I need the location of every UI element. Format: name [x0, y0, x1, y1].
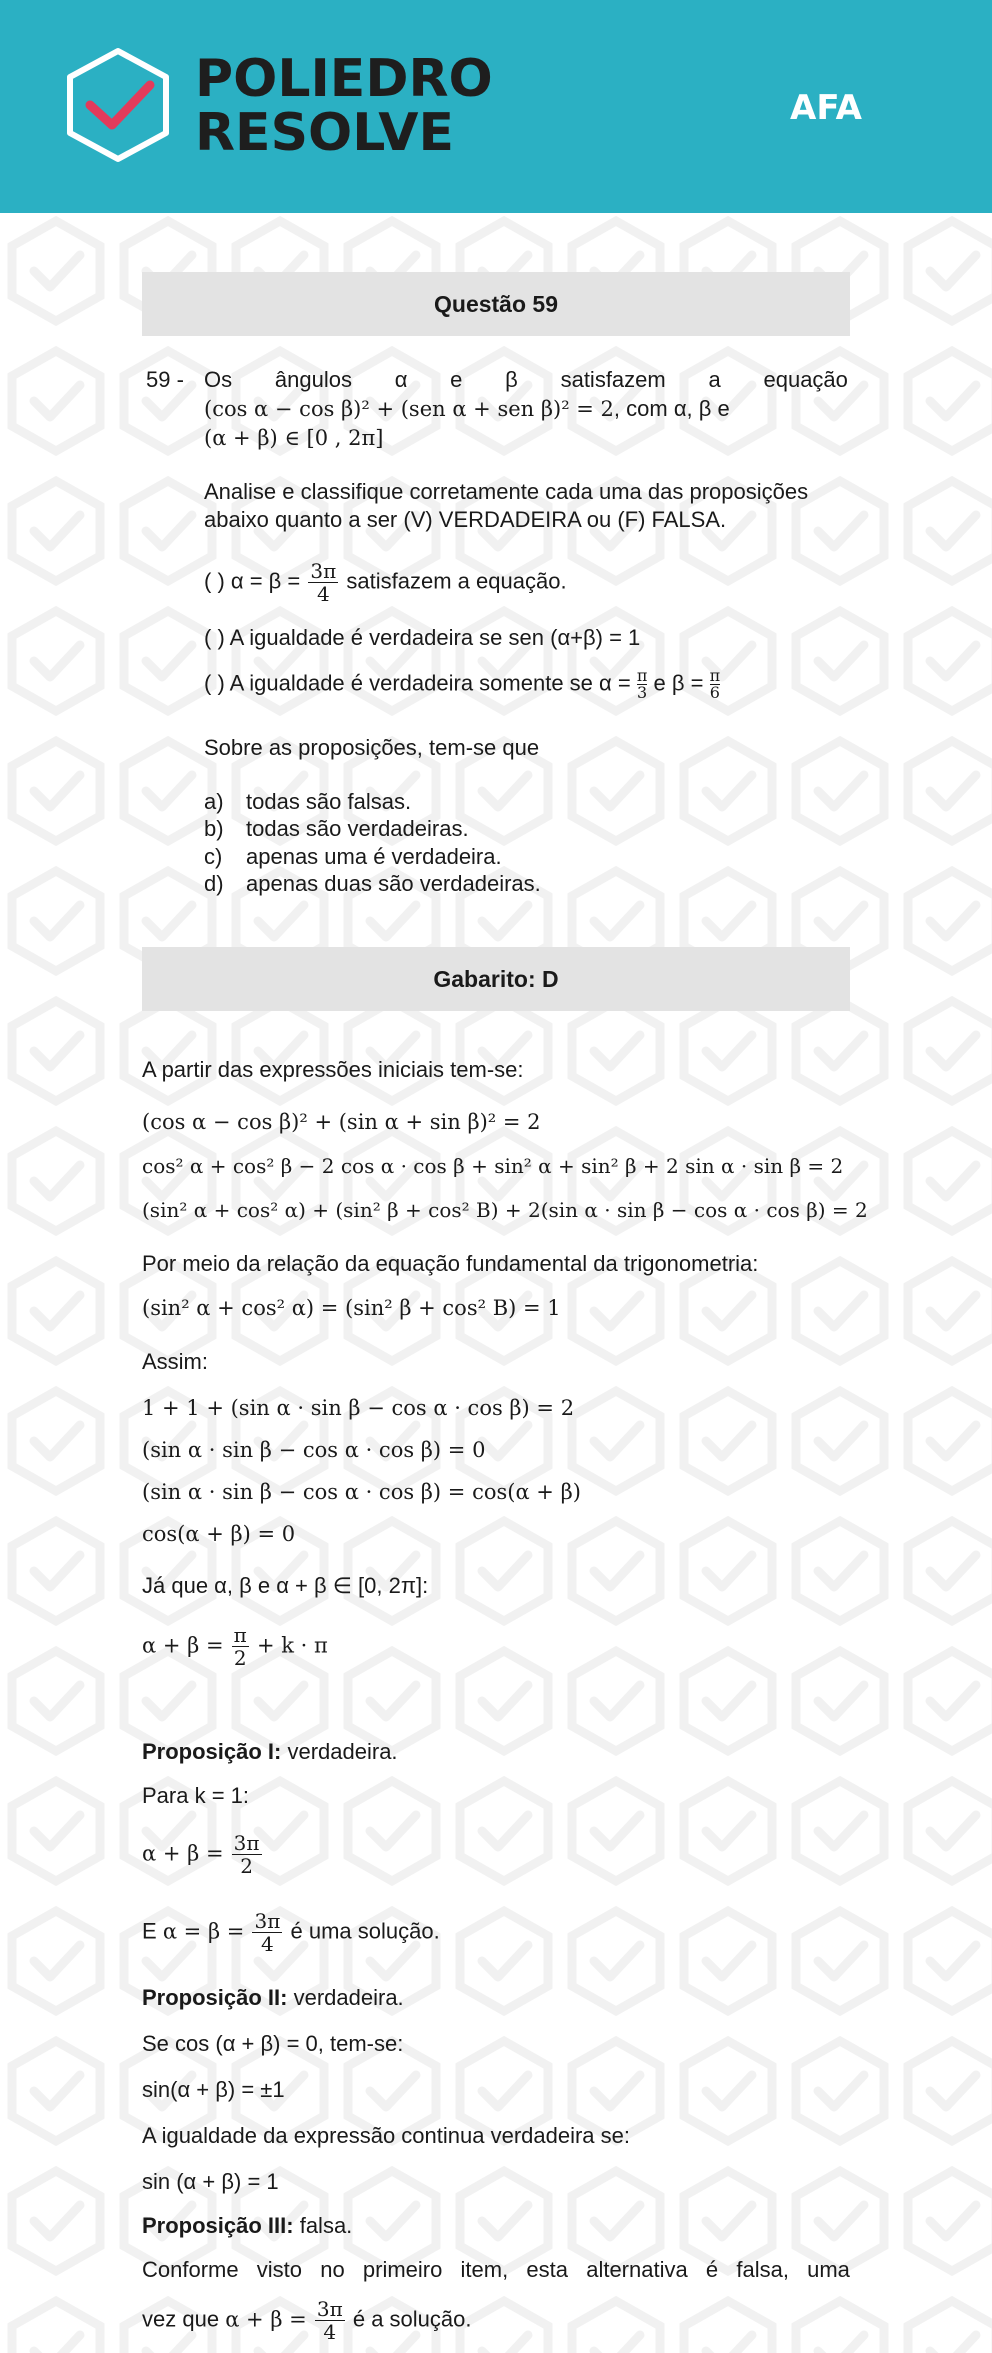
option-d: d) apenas duas são verdadeiras. — [204, 871, 541, 896]
final-2-prefix: vez que — [142, 2306, 220, 2332]
answer-title-bar — [142, 947, 850, 1011]
stem-word: a — [708, 367, 721, 392]
final-2-suffix: é a solução. — [352, 2306, 472, 2332]
fraction: $\frac{\pi}{6}$ — [709, 666, 721, 702]
final-word: primeiro — [362, 2257, 443, 2282]
instructions-line-1: Analise e classifique corretamente cada uma das proposições — [204, 479, 809, 504]
final-word: alternativa — [586, 2257, 688, 2282]
final-word: Conforme — [142, 2257, 239, 2282]
equation-7: (sin α · sin β − cos α · cos β) = cos(α + β) — [142, 1480, 581, 1504]
final-word: no — [320, 2257, 345, 2282]
equation-5: 1 + 1 + (sin α · sin β − cos α · cos β) = 2 — [142, 1396, 575, 1420]
proposition-1-result — [142, 1738, 398, 1766]
para-k-text: Para k = 1: — [142, 1783, 250, 1808]
proposition-3 — [204, 668, 720, 701]
prop-1-prefix: ( ) α = β = — [204, 568, 301, 594]
final-line-1 — [142, 2256, 850, 2284]
stem-word: β — [505, 367, 518, 392]
option-c: c) apenas uma é verdadeira. — [204, 844, 502, 869]
final-word: é — [705, 2257, 719, 2282]
final-word: uma — [807, 2257, 850, 2282]
equation-4: (sin² α + cos² α) = (sin² β + cos² B) = 1 — [142, 1296, 561, 1320]
final-word: visto — [256, 2257, 303, 2282]
fraction: $\frac{3\pi}{4}$ — [254, 1909, 281, 1956]
equation-1: (cos α − cos β)² + (sin α + sin β)² = 2 — [142, 1110, 541, 1134]
instructions-line-2: abaixo quanto a ser (V) VERDADEIRA ou (F) FALSA. — [204, 507, 727, 532]
equation-9 — [142, 1624, 328, 1669]
fraction: $\frac{3\pi}{4}$ — [310, 559, 337, 606]
conclusion-text: Sobre as proposições, tem-se que — [204, 735, 540, 760]
final-word: esta — [526, 2257, 569, 2282]
checkmark-hexagon-icon — [60, 45, 176, 165]
brand-line-1: POLIEDRO — [195, 49, 493, 109]
e-prefix: E — [142, 1918, 157, 1944]
proposition-2: ( ) A igualdade é verdadeira se sen (α+β) = 1 — [204, 625, 641, 650]
final-word: item, — [460, 2257, 509, 2282]
brand-line-2: RESOLVE — [195, 103, 454, 163]
final-word: falsa, — [736, 2257, 789, 2282]
prop-3-value: falsa. — [293, 2213, 353, 2238]
stem-word: ângulos — [274, 367, 352, 392]
answer-title: Gabarito: D — [433, 965, 559, 992]
prop-2-label: Proposição II: — [142, 1985, 288, 2010]
stem-word: equação — [763, 367, 848, 392]
equation-3: (sin² α + cos² α) + (sin² β + cos² B) + 2(sin α · sin β − cos α · cos β) = 2 — [142, 1198, 868, 1222]
question-number: 59 - — [146, 367, 184, 392]
eq-9-prefix: α + β = — [142, 1633, 224, 1658]
e-suffix: é uma solução. — [290, 1918, 440, 1944]
stem-word: α — [394, 367, 408, 392]
sin-plus-minus: sin(α + β) = ±1 — [142, 2077, 285, 2102]
sin-equals-one: sin (α + β) = 1 — [142, 2169, 279, 2194]
question-title: Questão 59 — [434, 290, 558, 317]
proposition-3-result — [142, 2212, 352, 2240]
eq-11-prefix: α = β = — [162, 1919, 245, 1944]
prop-1-label: Proposição I: — [142, 1739, 282, 1764]
stem-tail: , com α, β e — [613, 396, 730, 421]
equation-6: (sin α · sin β − cos α · cos β) = 0 — [142, 1438, 486, 1462]
prop-3-prefix: ( ) A igualdade é verdadeira somente se α = — [204, 670, 631, 696]
proposition-1 — [204, 560, 567, 605]
prop-2-value: verdadeira. — [287, 1985, 404, 2010]
brand-name — [195, 49, 493, 163]
prop-1-suffix: satisfazem a equação. — [346, 568, 567, 594]
se-cos-text: Se cos (α + β) = 0, tem-se: — [142, 2031, 404, 2056]
option-b: b) todas são verdadeiras. — [204, 816, 469, 841]
fraction: $\frac{\pi}{3}$ — [636, 666, 648, 702]
eq-9-suffix: + k · π — [256, 1633, 328, 1658]
question-stem-line-3: (α + β) ∈ [0 , 2π] — [204, 426, 384, 450]
fraction: $\frac{3\pi}{2}$ — [233, 1831, 260, 1878]
equation-8: cos(α + β) = 0 — [142, 1522, 296, 1546]
question-stem-line-2 — [204, 395, 730, 423]
exam-tag: AFA — [790, 88, 862, 128]
equation-2: cos² α + cos² β − 2 cos α · cos β + sin² α + sin² β + 2 sin α · sin β = 2 — [142, 1154, 844, 1178]
stem-word: Os — [204, 367, 233, 392]
question-stem-line-1 — [204, 366, 848, 394]
relation-text: Por meio da relação da equação fundamental da trigonometria: — [142, 1251, 759, 1276]
assim-text: Assim: — [142, 1349, 208, 1374]
stem-word: satisfazem — [560, 367, 666, 392]
option-a: a) todas são falsas. — [204, 789, 412, 814]
question-title-bar — [142, 272, 850, 336]
fraction: $\frac{3\pi}{4}$ — [316, 2297, 343, 2344]
answer-intro: A partir das expressões iniciais tem-se: — [142, 1057, 524, 1082]
stem-equation: (cos α − cos β)² + (sen α + sen β)² = 2 — [204, 397, 614, 421]
proposition-2-result — [142, 1984, 404, 2012]
final-2-equation: α + β = — [225, 2307, 307, 2332]
eq-10-prefix: α + β = — [142, 1841, 224, 1866]
prop-3-middle: e β = — [653, 670, 704, 696]
prop-1-value: verdadeira. — [281, 1739, 398, 1764]
prop-3-label: Proposição III: — [142, 2213, 294, 2238]
ja-que-text: Já que α, β e α + β ∈ [0, 2π]: — [142, 1573, 429, 1598]
equation-10 — [142, 1832, 264, 1877]
header-banner — [0, 0, 992, 213]
equation-11-line — [142, 1910, 440, 1955]
stem-word: e — [450, 367, 463, 392]
fraction: $\frac{\pi}{2}$ — [233, 1623, 247, 1670]
final-line-2 — [142, 2298, 472, 2343]
igualdade-text: A igualdade da expressão continua verdadeira se: — [142, 2123, 631, 2148]
